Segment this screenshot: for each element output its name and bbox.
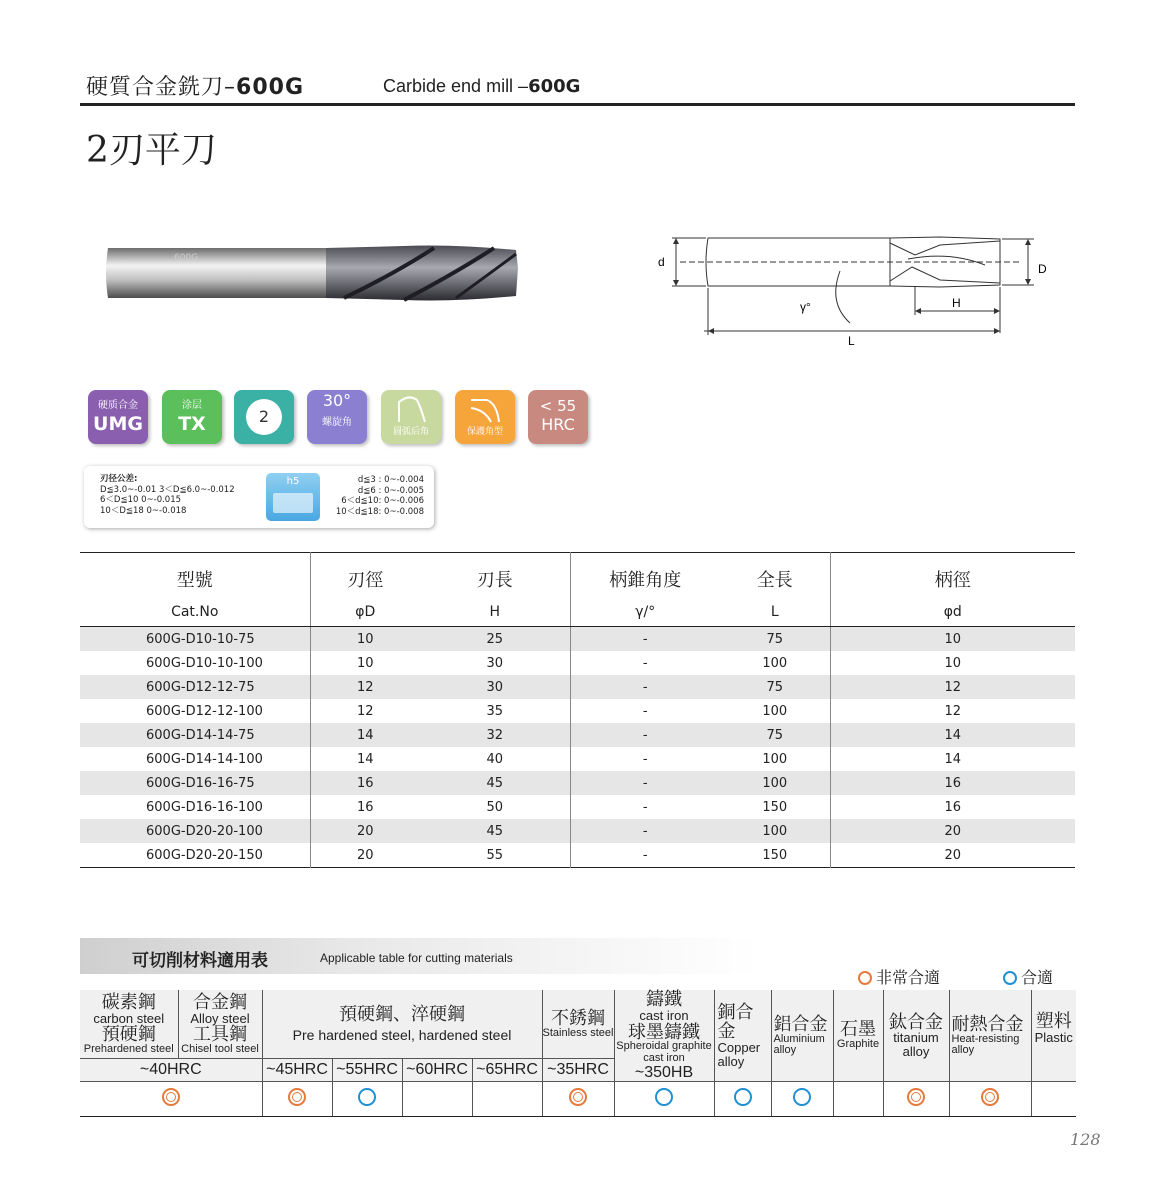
cell-taper: - — [570, 843, 720, 868]
alu-cn: 鋁合金 — [773, 1013, 828, 1034]
cell-overall-length: 150 — [720, 843, 830, 868]
model-name-en: 600G — [528, 76, 581, 97]
hardened-steel-cell — [262, 990, 542, 1059]
plastic-cn: 塑料 — [1035, 1011, 1072, 1031]
cell-catno: 600G-D14-14-75 — [80, 723, 310, 747]
title-en-text: Carbide end mill – — [383, 76, 529, 96]
tolerance-line: 10＜D≦18 0~-0.018 — [100, 505, 187, 516]
heat-cn: 耐熱合金 — [951, 1013, 1024, 1034]
hrc-55: ~55HRC — [332, 1059, 402, 1082]
cell-taper: - — [570, 723, 720, 747]
cast-en: cast iron — [639, 1007, 689, 1023]
cell-taper: - — [570, 651, 720, 675]
cell-length-cut: 55 — [420, 843, 570, 868]
cell-diameter: 12 — [310, 675, 420, 699]
cell-overall-length: 100 — [720, 819, 830, 843]
dimension-diagram — [650, 215, 1070, 355]
stainless-cell — [542, 990, 614, 1059]
cell-shank: 12 — [830, 675, 1075, 699]
cell-length-cut: 30 — [420, 651, 570, 675]
table-row — [80, 747, 1075, 771]
cell-taper: - — [570, 675, 720, 699]
stainless-en: Stainless steel — [542, 1026, 614, 1039]
page-title-en — [383, 76, 580, 97]
mark-cell — [542, 1082, 614, 1117]
graphite-cell — [833, 990, 883, 1082]
cell-shank: 14 — [830, 747, 1075, 771]
shank-tolerance-line: 10＜d≦18: 0~-0.008 — [335, 506, 424, 517]
copper-cn: 銅合金 — [717, 1002, 754, 1042]
mark-cell — [714, 1082, 771, 1117]
cell-shank: 20 — [830, 843, 1075, 868]
suitable-icon — [655, 1088, 673, 1106]
cell-length-cut: 32 — [420, 723, 570, 747]
cell-taper: - — [570, 747, 720, 771]
cast-cn: 鑄鐵 — [646, 989, 682, 1009]
badge-flutes — [234, 390, 294, 444]
cell-overall-length: 75 — [720, 675, 830, 699]
carbon-steel-cell — [80, 990, 178, 1059]
plastic-en: Plastic — [1034, 1029, 1073, 1045]
carbon-en: carbon steel — [93, 1010, 165, 1026]
tool-steel-cn: 工具鋼 — [193, 1024, 247, 1045]
page-number: 128 — [1070, 1130, 1101, 1149]
cell-shank: 10 — [830, 627, 1075, 652]
tolerance-right — [336, 475, 424, 517]
badge-relief-label: 圆弧后角 — [392, 427, 429, 437]
shank-tolerance-line: 6＜d≦10: 0~-0.006 — [341, 496, 424, 506]
alloy-en: Alloy steel — [190, 1010, 250, 1026]
header-rule — [80, 103, 1075, 106]
carbon-cn: 碳素鋼 — [101, 991, 156, 1012]
cell-taper: - — [570, 771, 720, 795]
hrc-35: ~35HRC — [542, 1059, 614, 1082]
copper-cell — [714, 990, 771, 1082]
header-diameter: 刃徑 — [310, 553, 420, 599]
suitable-icon — [734, 1088, 752, 1106]
cell-overall-length: 100 — [720, 771, 830, 795]
prehardened-en: Prehardened steel — [83, 1043, 174, 1056]
cell-length-cut: 40 — [420, 747, 570, 771]
header-phid: φd — [830, 598, 1075, 627]
tool-steel-en: Chisel tool steel — [181, 1043, 259, 1056]
cell-shank: 12 — [830, 699, 1075, 723]
cell-catno: 600G-D16-16-75 — [80, 771, 310, 795]
header-overall-length: 全長 — [756, 570, 793, 591]
cell-length-cut: 30 — [420, 675, 570, 699]
table-row — [80, 675, 1075, 699]
badge-helix — [307, 390, 367, 444]
cell-diameter: 12 — [310, 699, 420, 723]
cell-catno: 600G-D20-20-100 — [80, 819, 310, 843]
mark-cell — [614, 1082, 714, 1117]
materials-table — [80, 990, 1076, 1117]
cell-length-cut: 45 — [420, 771, 570, 795]
tolerance-line: D≦3.0~-0.01 3＜D≦6.0~-0.012 — [100, 484, 235, 495]
table-row — [80, 819, 1075, 843]
very-suitable-icon — [162, 1088, 180, 1106]
cell-overall-length: 150 — [720, 795, 830, 819]
ti-en1: titanium — [893, 1030, 939, 1046]
mark-cell — [1031, 1082, 1076, 1117]
badge-material-label: 硬质合金 — [98, 400, 138, 411]
shank-tolerance-line: d≦3 : 0~-0.004 — [357, 475, 424, 485]
cell-shank: 16 — [830, 795, 1075, 819]
hrc-45: ~45HRC — [262, 1059, 332, 1082]
cell-length-cut: 45 — [420, 819, 570, 843]
cell-diameter: 20 — [310, 819, 420, 843]
cell-shank: 14 — [830, 723, 1075, 747]
label-d: d — [658, 255, 665, 269]
stainless-cn: 不銹鋼 — [551, 1007, 605, 1028]
heat-resisting-cell — [949, 990, 1031, 1082]
badge-flutes-value: 2 — [246, 399, 282, 435]
badge-relief — [381, 390, 441, 444]
cell-diameter: 16 — [310, 795, 420, 819]
page-title-cn — [86, 70, 304, 101]
cell-diameter: 20 — [310, 843, 420, 868]
heat-en2: alloy — [951, 1044, 975, 1057]
nodular-cn: 球墨鑄鐵 — [628, 1021, 700, 1042]
h5-shank-icon — [266, 473, 320, 521]
badge-coating-value: TX — [178, 413, 206, 435]
alu-en2: alloy — [773, 1044, 797, 1057]
header-L: L — [720, 598, 830, 627]
nodular-en2: cast iron — [643, 1051, 685, 1064]
double-circle-icon — [858, 971, 872, 985]
badge-hardness-unit: HRC — [541, 415, 575, 434]
cell-overall-length: 75 — [720, 723, 830, 747]
hrc-60: ~60HRC — [402, 1059, 472, 1082]
cell-diameter: 10 — [310, 627, 420, 652]
cell-shank: 10 — [830, 651, 1075, 675]
header-catno: Cat.No — [80, 598, 310, 627]
label-H: H — [952, 296, 961, 310]
model-name: 600G — [236, 75, 304, 100]
hrc-40: ~40HRC — [80, 1059, 262, 1082]
cell-taper: - — [570, 795, 720, 819]
h5-label: h5 — [286, 476, 300, 487]
cast-iron-cell — [614, 990, 714, 1082]
table-row — [80, 627, 1075, 652]
cell-catno: 600G-D14-14-100 — [80, 747, 310, 771]
cell-taper: - — [570, 699, 720, 723]
legend-very-suitable — [858, 965, 940, 988]
graphite-en: Graphite — [836, 1038, 880, 1051]
badge-helix-label: 螺旋角 — [322, 417, 352, 428]
cell-diameter: 14 — [310, 747, 420, 771]
alloy-steel-cell — [178, 990, 262, 1059]
badge-hardness — [528, 390, 588, 444]
table-row — [80, 795, 1075, 819]
copper-en1: Copper — [717, 1039, 761, 1055]
badge-material-value: UMG — [93, 413, 143, 435]
label-gamma: γ° — [800, 300, 811, 314]
legend-ok-label: 合適 — [1021, 968, 1054, 987]
suitable-icon — [793, 1088, 811, 1106]
cell-diameter: 10 — [310, 651, 420, 675]
cell-overall-length: 100 — [720, 699, 830, 723]
cell-catno: 600G-D12-12-75 — [80, 675, 310, 699]
header-shank: 柄徑 — [830, 553, 1075, 599]
suitability-row — [80, 1082, 1076, 1117]
badge-coating — [162, 390, 222, 444]
shank-tolerance-line: d≦6 : 0~-0.005 — [357, 485, 424, 496]
ti-en2: alloy — [902, 1044, 930, 1060]
subtitle: 2刃平刀 — [86, 130, 217, 171]
mark-cell — [833, 1082, 883, 1117]
cell-diameter: 14 — [310, 723, 420, 747]
materials-title-en: Applicable table for cutting materials — [320, 951, 513, 965]
spec-table — [80, 552, 1075, 868]
mark-cell — [402, 1082, 472, 1117]
nodular-en1: Spheroidal graphite — [616, 1040, 712, 1053]
cell-length-cut: 35 — [420, 699, 570, 723]
header-taper: 柄錐角度 — [570, 553, 720, 599]
legend-very-label: 非常合適 — [876, 968, 941, 987]
very-suitable-icon — [569, 1088, 587, 1106]
cell-taper: - — [570, 627, 720, 652]
header-gamma: γ/° — [570, 598, 720, 627]
mark-cell — [949, 1082, 1031, 1117]
copper-en2: alloy — [717, 1053, 745, 1069]
cell-catno: 600G-D10-10-75 — [80, 627, 310, 652]
cell-length-cut: 50 — [420, 795, 570, 819]
hb-value: ~350HB — [634, 1063, 694, 1081]
table-row — [80, 651, 1075, 675]
graphite-cn: 石墨 — [840, 1019, 876, 1040]
cell-catno: 600G-D12-12-100 — [80, 699, 310, 723]
corner-protection-icon — [465, 394, 505, 424]
header-phiD: φD — [310, 598, 420, 627]
aluminium-cell — [771, 990, 833, 1082]
hrc-65: ~65HRC — [472, 1059, 542, 1082]
header-model: 型號 — [176, 570, 213, 591]
tool-engraving: 600G — [174, 253, 199, 263]
relief-icon — [391, 394, 431, 424]
mark-cell — [472, 1082, 542, 1117]
hardened-cn: 預硬鋼、淬硬鋼 — [339, 1004, 465, 1025]
cell-catno: 600G-D10-10-100 — [80, 651, 310, 675]
plastic-cell — [1031, 990, 1076, 1082]
hardened-en: Pre hardened steel, hardened steel — [292, 1027, 512, 1044]
badge-hardness-value: < 55 — [539, 397, 577, 415]
mark-cell — [883, 1082, 949, 1117]
badge-helix-angle: 30° — [322, 391, 352, 410]
very-suitable-icon — [907, 1088, 925, 1106]
badge-corner-label: 保護角型 — [466, 427, 503, 437]
table-row — [80, 771, 1075, 795]
tolerance-line: 6＜D≦10 0~-0.015 — [100, 495, 182, 505]
tolerance-box — [84, 466, 434, 528]
title-cn-text: 硬質合金銑刀– — [86, 75, 237, 100]
header-H: H — [420, 598, 570, 627]
table-row — [80, 699, 1075, 723]
suitable-icon — [358, 1088, 376, 1106]
cell-catno: 600G-D20-20-150 — [80, 843, 310, 868]
cell-shank: 20 — [830, 819, 1075, 843]
heat-en1: Heat-resisting — [951, 1032, 1020, 1045]
table-row — [80, 843, 1075, 868]
cell-length-cut: 25 — [420, 627, 570, 652]
circle-icon — [1003, 971, 1017, 985]
mark-cell — [332, 1082, 402, 1117]
badge-coating-label: 涂层 — [182, 400, 202, 411]
mark-cell — [80, 1082, 262, 1117]
cell-overall-length: 100 — [720, 747, 830, 771]
label-L: L — [848, 334, 855, 348]
badge-corner — [455, 390, 515, 444]
mark-cell — [262, 1082, 332, 1117]
alu-en1: Aluminium — [773, 1032, 825, 1045]
prehardened-cn: 預硬鋼 — [101, 1024, 156, 1045]
cell-shank: 16 — [830, 771, 1075, 795]
very-suitable-icon — [288, 1088, 306, 1106]
cell-taper: - — [570, 819, 720, 843]
cell-diameter: 16 — [310, 771, 420, 795]
label-D: D — [1038, 262, 1047, 276]
table-row — [80, 723, 1075, 747]
very-suitable-icon — [981, 1088, 999, 1106]
legend-suitable — [1003, 965, 1053, 988]
cell-overall-length: 75 — [720, 627, 830, 652]
cell-catno: 600G-D16-16-100 — [80, 795, 310, 819]
alloy-cn: 合金鋼 — [193, 991, 247, 1012]
tolerance-left — [100, 474, 235, 516]
badge-material — [88, 390, 148, 444]
tolerance-title: 刃径公差: — [100, 474, 138, 484]
materials-title-cn: 可切削材料適用表 — [132, 951, 268, 971]
cell-overall-length: 100 — [720, 651, 830, 675]
ti-cn: 鈦合金 — [889, 1011, 943, 1032]
mark-cell — [771, 1082, 833, 1117]
end-mill-photo — [104, 244, 524, 302]
titanium-cell — [883, 990, 949, 1082]
header-length-cut: 刃長 — [476, 570, 513, 591]
